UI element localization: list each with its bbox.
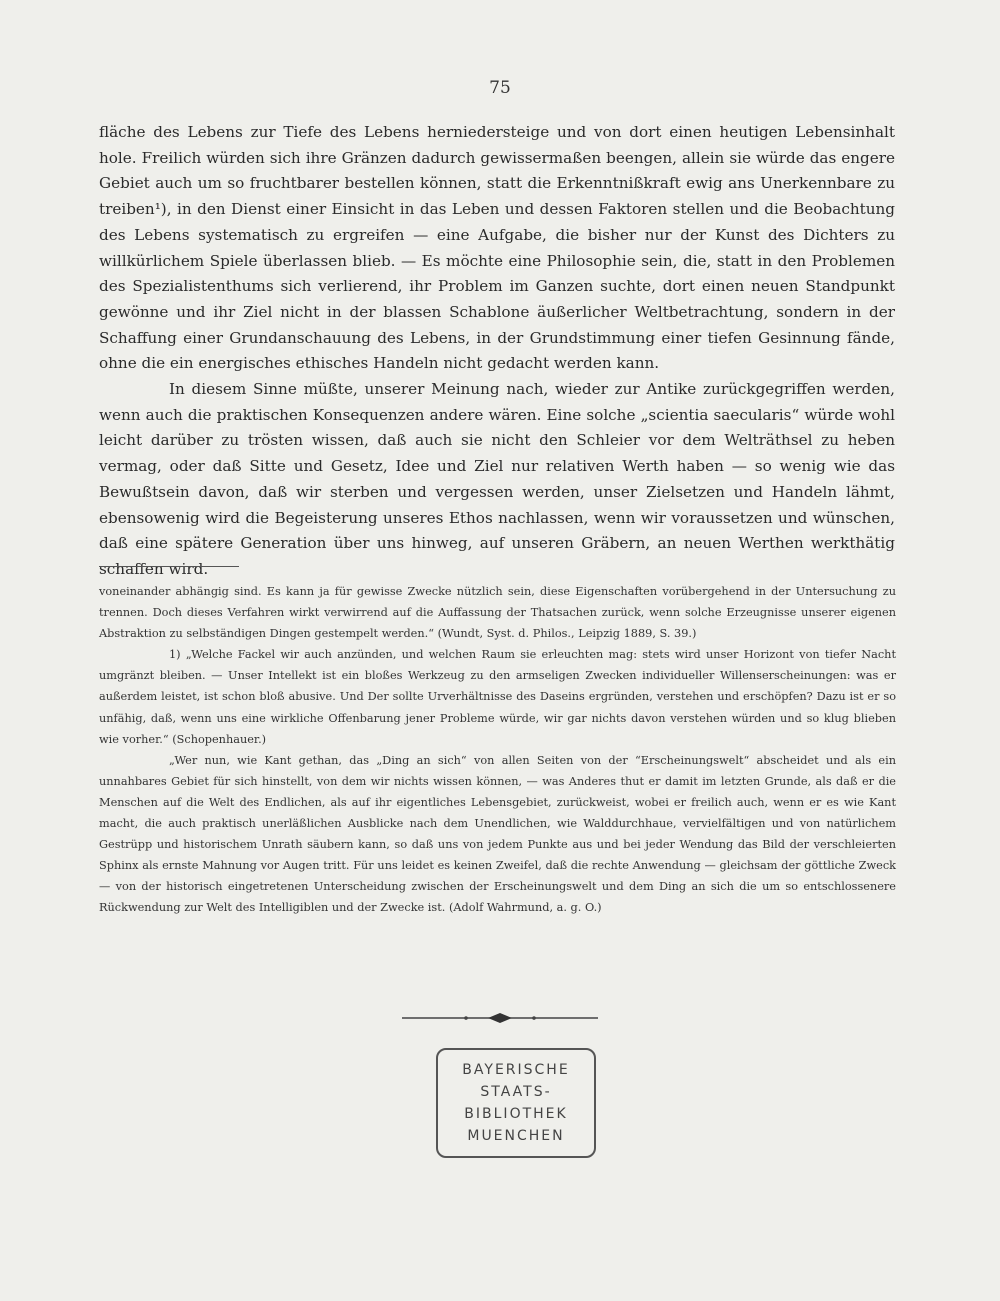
page-number: 75	[489, 78, 511, 98]
stamp-line-1: BAYERISCHE	[462, 1062, 570, 1078]
library-stamp	[436, 1048, 596, 1158]
footnote-1: 1) „Welche Fackel wir auch anzünden, und welchen Raum sie erleuchten mag: stets wird unser Horizont von tiefer Nacht umgränzt bleiben. — Unser Intellekt ist ein bloßes Werkzeug zu den armseligen Zwecken individueller Willenserscheinungen: was er außerdem leistet, ist schon bloß abusive. Und Der sollte Urverhältnisse des Daseins ergründen, verstehen und erschöpfen? Dazu ist er so unfähig, daß, wenn uns eine wirkliche Offenbarung jener Probleme würde, wir gar nichts davon verstehen würden und so klug blieben wie vorher.“ (Schopenhauer.)	[99, 648, 896, 746]
stamp-line-4: MUENCHEN	[467, 1128, 565, 1144]
main-paragraph-2: In diesem Sinne müßte, unserer Meinung nach, wieder zur Antike zurückgegriffen werden, wenn auch die praktischen Konsequenzen andere wären. Eine solche „scientia saecularis“ würde wohl leicht darüber zu trösten wissen, daß auch sie nicht den Schleier vor dem Welträthsel zu heben vermag, oder daß Sitte und Gesetz, Idee und Ziel nur relativen Werth haben — so wenig wie das Bewußtsein davon, daß wir sterben und vergessen werden, unser Zielsetzen und Handeln lähmt, ebensowenig wird die Begeisterung unseres Ethos nachlassen, wenn wir voraussetzen und wünschen, daß eine spätere Generation über uns hinweg, auf unseren Gräbern, an neuen Werthen werkthätig schaffen wird.	[99, 380, 895, 578]
stamp-line-3: BIBLIOTHEK	[464, 1106, 568, 1122]
footnote-1-continued: „Wer nun, wie Kant gethan, das „Ding an sich“ von allen Seiten von der “Erscheinungswelt“ abscheidet und als ein unnahbares Gebiet für sich hinstellt, von dem wir nichts wissen können, — was Anderes thut er damit im letzten Grunde, als daß er die Menschen auf die Welt des Endlichen, als auf ihr eigentliches Lebensgebiet, zurückweist, wobei er freilich auch, wenn er es wie Kant macht, die auch praktisch unerläßlichen Ausblicke nach dem Unendlichen, wie Walddurchhaue, vervielfältigen und von natürlichem Gestrüpp und historischem Unrath säubern kann, so daß uns von jedem Punkte aus und bei jeder Wendung das Bild der verschleierten Sphinx als ernste Mahnung vor Augen tritt. Für uns leidet es keinen Zweifel, daß die rechte Anwendung — gleichsam der göttliche Zweck — von der historisch eingetretenen Unterscheidung zwischen der Erscheinungswelt und dem Ding an sich die um so entschlossenere Rückwendung zur Welt des Intelligiblen und der Zwecke ist. (Adolf Wahrmund, a. g. O.)	[99, 753, 896, 915]
footnote-separator	[99, 566, 239, 567]
ornament-divider	[402, 1011, 598, 1025]
footnote-continuation: voneinander abhängig sind. Es kann ja für gewisse Zwecke nützlich sein, diese Eigenschaften vorübergehend in der Untersuchung zu trennen. Doch dieses Verfahren wirkt verwirrend auf die Auffassung der Thatsachen zurück, wenn solche Erzeugnisse unserer eigenen Abstraktion zu selbständigen Dingen gestempelt werden.“ (Wundt, Syst. d. Philos., Leipzig 1889, S. 39.)	[99, 585, 896, 641]
footnotes	[99, 581, 896, 919]
stamp-line-2: STAATS-	[480, 1084, 552, 1100]
main-text	[99, 120, 895, 583]
main-paragraph-1: fläche des Lebens zur Tiefe des Lebens herniedersteige und von dort einen heutigen Lebensinhalt hole. Freilich würden sich ihre Gränzen dadurch gewissermaßen beengen, allein sie würde das engere Gebiet auch um so fruchtbarer bestellen können, statt die Erkenntnißkraft ewig ans Unerkennbare zu treiben¹), in den Dienst einer Einsicht in das Leben und dessen Faktoren stellen und die Beobachtung des Lebens systematisch zu ergreifen — eine Aufgabe, die bisher nur der Kunst des Dichters zu willkürlichem Spiele überlassen blieb. — Es möchte eine Philosophie sein, die, statt in den Problemen des Spezialistenthums sich verlierend, ihr Problem im Ganzen suchte, dort einen neuen Standpunkt gewönne und ihr Ziel nicht in der blassen Schablone äußerlicher Weltbetrachtung, sondern in der Schaffung einer Grundanschauung des Lebens, in der Grundstimmung einer tiefen Gesinnung fände, ohne die ein energisches ethisches Handeln nicht gedacht werden kann.	[99, 123, 895, 373]
